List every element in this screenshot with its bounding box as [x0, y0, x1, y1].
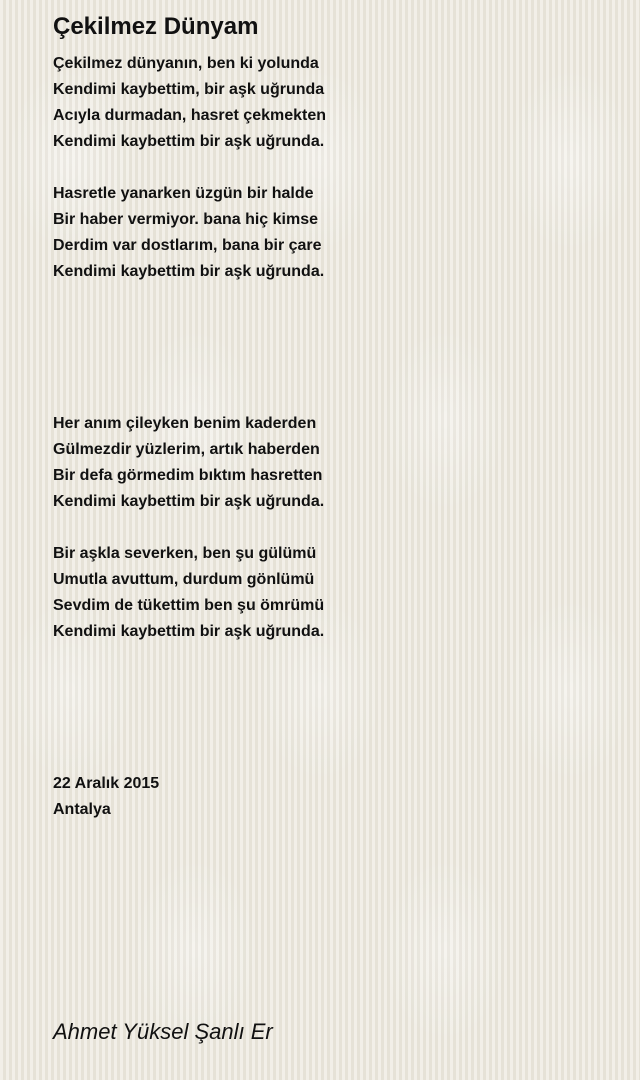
poem-line: Sevdim de tükettim ben şu ömrümü	[53, 597, 325, 614]
stanza-1	[53, 51, 326, 155]
poem-place: Antalya	[53, 801, 111, 818]
poem-line: Kendimi kaybettim bir aşk uğrunda.	[53, 493, 325, 510]
poem-line: Gülmezdir yüzlerim, artık haberden	[53, 441, 320, 458]
poem-date: 22 Aralık 2015	[53, 775, 160, 792]
poem-line: Çekilmez dünyanın, ben ki yolunda	[53, 55, 319, 72]
poem-line: Kendimi kaybettim, bir aşk uğrunda	[53, 81, 325, 98]
poem-line: Bir defa görmedim bıktım hasretten	[53, 467, 323, 484]
poem-author: Ahmet Yüksel Şanlı Er	[53, 1019, 273, 1044]
stanza-2	[53, 181, 324, 285]
poem-line: Bir aşkla severken, ben şu gülümü	[53, 545, 317, 562]
poem-line: Kendimi kaybettim bir aşk uğrunda.	[53, 133, 325, 150]
poem-line: Hasretle yanarken üzgün bir halde	[53, 185, 314, 202]
poem-line: Bir haber vermiyor. bana hiç kimse	[53, 211, 319, 228]
poem-title: Çekilmez Dünyam	[53, 13, 259, 40]
stanza-4	[53, 541, 324, 645]
poem-line: Her anım çileyken benim kaderden	[53, 415, 317, 432]
poem-line: Kendimi kaybettim bir aşk uğrunda.	[53, 623, 325, 640]
poem-line: Acıyla durmadan, hasret çekmekten	[53, 107, 327, 124]
poem-line: Derdim var dostlarım, bana bir çare	[53, 237, 322, 254]
stanza-3	[53, 411, 324, 515]
poem-line: Umutla avuttum, durdum gönlümü	[53, 571, 315, 588]
poem-meta	[53, 771, 159, 823]
poem-line: Kendimi kaybettim bir aşk uğrunda.	[53, 263, 325, 280]
